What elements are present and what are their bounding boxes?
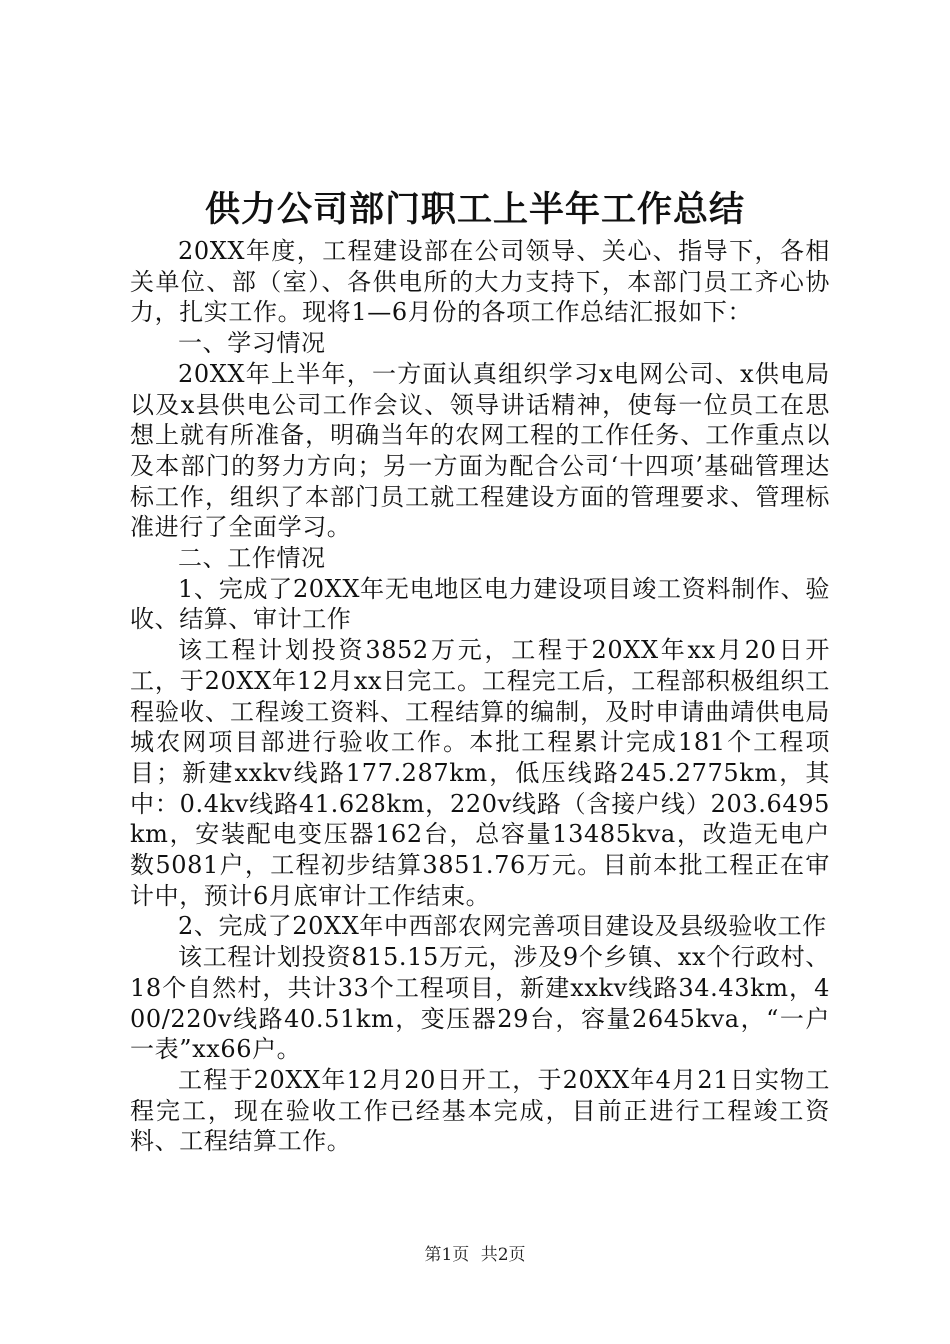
page-total: 共2页 (480, 1245, 526, 1265)
section-heading-work: 二、工作情况 (178, 544, 326, 573)
intro-paragraph: 20XX年度，工程建设部在公司领导、关心、指导下，各相关单位、部（室）、各供电所的大力支持下，本部门员工齐心协力，扎实工作。现将1—6月份的各项工作总结汇报如下： (130, 237, 830, 327)
page-number: 第1页 (424, 1245, 470, 1265)
page-footer (0, 1243, 950, 1267)
work-item-1-paragraph: 该工程计划投资3852万元，工程于20XX年xx月20日开工，于20XX年12月xx日完工。工程完工后，工程部积极组织工程验收、工程竣工资料、工程结算的编制，及时申请曲靖供电局城农网项目部进行验收工作。本批工程累计完成181个工程项目；新建xxkv线路177.287km，低压线路245.2775km，其中：0.4kv线路41.628km，220v线路（含接户线）203.6495km，安装配电变压器162台，总容量13485kva，改造无电户数5081户，工程初步结算3851.76万元。目前本批工程正在审计中，预计6月底审计工作结束。 (130, 636, 830, 910)
work-item-1-heading: 1、完成了20XX年无电地区电力建设项目竣工资料制作、验收、结算、审计工作 (130, 574, 830, 634)
study-paragraph: 20XX年上半年，一方面认真组织学习x电网公司、x供电局以及x县供电公司工作会议、领导讲话精神，使每一位员工在思想上就有所准备，明确当年的农网工程的工作任务、工作重点以及本部门的努力方向；另一方面为配合公司‘十四项’基础管理达标工作，组织了本部门员工就工程建设方面的管理要求、管理标准进行了全面学习。 (130, 359, 830, 542)
document-title: 供力公司部门职工上半年工作总结 (204, 189, 745, 230)
document-body (130, 236, 830, 1157)
work-item-2-heading: 2、完成了20XX年中西部农网完善项目建设及县级验收工作 (178, 912, 827, 941)
work-item-2-progress-paragraph: 工程于20XX年12月20日开工，于20XX年4月21日实物工程完工，现在验收工作已经基本完成，目前正进行工程竣工资料、工程结算工作。 (130, 1065, 830, 1156)
work-item-2-paragraph: 该工程计划投资815.15万元，涉及9个乡镇、xx个行政村、18个自然村，共计33个工程项目，新建xxkv线路34.43km，400/220v线路40.51km，变压器29台，容量2645kva，“一户一表”xx66户。 (130, 943, 830, 1064)
section-heading-study: 一、学习情况 (178, 329, 326, 358)
